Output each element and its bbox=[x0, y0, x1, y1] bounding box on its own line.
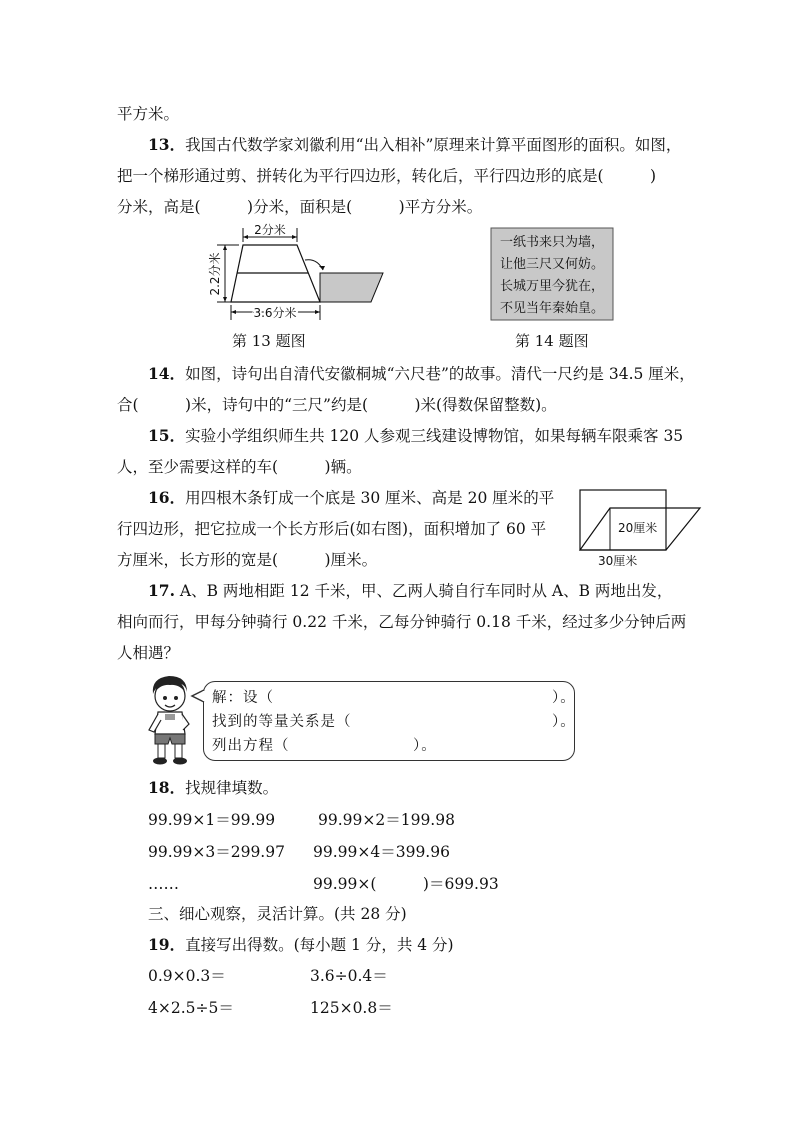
question-14-line-1 bbox=[148, 364, 695, 384]
figure-13-caption: 第 13 题图 bbox=[232, 332, 306, 350]
poem-line-2: 让他三尺又何妨。 bbox=[499, 257, 605, 272]
question-17-text-1: A、B 两地相距 12 千米，甲、乙两人骑自行车同时从 A、B 两地出发， bbox=[174, 582, 673, 600]
q18-row-1-col-1: 99.99×1＝99.99 bbox=[148, 811, 276, 829]
q19-row-2-col-2: 125×0.8＝ bbox=[310, 999, 393, 1017]
bubble-line-3-left: 列出方程（ bbox=[212, 738, 290, 754]
q19-row-1-col-2: 3.6÷0.4＝ bbox=[310, 967, 388, 985]
q19-row-2-col-1: 4×2.5÷5＝ bbox=[148, 999, 234, 1017]
question-19-title bbox=[148, 935, 454, 955]
question-14-number: 14． bbox=[148, 364, 186, 383]
question-13-text-1: 我国古代数学家刘徽利用“出入相补”原理来计算平面图形的面积。如图， bbox=[185, 136, 682, 154]
question-16-text-1: 用四根木条钉成一个底是 30 厘米、高是 20 厘米的平 bbox=[185, 489, 555, 507]
question-15-number: 15． bbox=[148, 426, 186, 445]
figure-13-top-label: 2分米 bbox=[254, 223, 286, 237]
question-18-number: 18． bbox=[148, 778, 186, 797]
question-15-line-2: 人，至少需要这样的车( )辆。 bbox=[117, 458, 362, 476]
q18-row-3-col-2: 99.99×( )＝699.93 bbox=[313, 875, 499, 893]
figure-14-caption: 第 14 题图 bbox=[515, 332, 589, 350]
bubble-line-1-left: 解：设（ bbox=[212, 690, 274, 706]
question-13-line-2: 把一个梯形通过剪、拼转化为平行四边形，转化后，平行四边形的底是( ) bbox=[117, 167, 657, 185]
question-18-text: 找规律填数。 bbox=[185, 779, 279, 797]
figure-13-trapezoid bbox=[205, 222, 395, 322]
question-16-number: 16． bbox=[148, 488, 186, 507]
question-14-line-2: 合( )米，诗句中的“三尺”约是( )米(得数保留整数)。 bbox=[117, 396, 557, 414]
section-3-heading: 三、细心观察，灵活计算。(共 28 分) bbox=[148, 905, 407, 923]
question-16-line-1 bbox=[148, 488, 554, 508]
question-16-line-2: 行四边形，把它拉成一个长方形后(如右图)，面积增加了 60 平 bbox=[117, 520, 547, 538]
poem-line-1: 一纸书来只为墙， bbox=[499, 235, 605, 250]
figure-16-shapes bbox=[576, 488, 701, 568]
question-17-line-3: 人相遇？ bbox=[117, 644, 180, 662]
q18-row-1-col-2: 99.99×2＝199.98 bbox=[318, 811, 455, 829]
intro-line: 平方米。 bbox=[117, 105, 180, 123]
question-13-line-1 bbox=[148, 135, 681, 155]
figure-13-side-label: 2.2分米 bbox=[208, 252, 222, 296]
figure-16-base-label: 30厘米 bbox=[598, 554, 638, 568]
boy-illustration bbox=[145, 672, 195, 768]
question-18-title bbox=[148, 778, 278, 798]
question-19-text: 直接写出得数。(每小题 1 分，共 4 分) bbox=[185, 936, 454, 954]
q18-row-2-col-1: 99.99×3＝299.97 bbox=[148, 843, 285, 861]
figure-16-height-label: 20厘米 bbox=[618, 521, 658, 535]
question-14-text-1: 如图，诗句出自清代安徽桐城“六尺巷”的故事。清代一尺约是 34.5 厘米， bbox=[185, 365, 695, 383]
q19-row-1-col-1: 0.9×0.3＝ bbox=[148, 967, 226, 985]
figure-14-poem bbox=[491, 228, 613, 320]
q18-row-2-col-2: 99.99×4＝399.96 bbox=[313, 843, 450, 861]
question-13-number: 13． bbox=[148, 135, 186, 154]
question-17-number: 17. bbox=[148, 581, 175, 600]
bubble-line-1-right: ）。 bbox=[552, 690, 576, 706]
poem-line-3: 长城万里今犹在， bbox=[499, 279, 605, 294]
q18-row-3-col-1: …… bbox=[148, 875, 179, 893]
question-17-line-2: 相向而行，甲每分钟骑行 0.22 千米，乙每分钟骑行 0.18 千米，经过多少分钟后两 bbox=[117, 613, 687, 631]
question-15-text-1: 实验小学组织师生共 120 人参观三线建设博物馆，如果每辆车限乘客 35 bbox=[185, 427, 684, 445]
figure-13-bottom-label: 3.6分米 bbox=[253, 306, 297, 320]
bubble-line-3-right: ）。 bbox=[413, 738, 437, 754]
bubble-line-2-left: 找到的等量关系是（ bbox=[212, 714, 352, 730]
bubble-line-2-right: ）。 bbox=[552, 714, 576, 730]
question-19-number: 19． bbox=[148, 935, 186, 954]
question-13-line-3: 分米，高是( )分米，面积是( )平方分米。 bbox=[117, 198, 483, 216]
question-15-line-1 bbox=[148, 426, 683, 446]
poem-line-4: 不见当年秦始皇。 bbox=[499, 301, 605, 316]
bubble-pointer bbox=[190, 688, 206, 704]
question-17-line-1 bbox=[148, 581, 672, 601]
question-16-line-3: 方厘米，长方形的宽是( )厘米。 bbox=[117, 551, 378, 569]
